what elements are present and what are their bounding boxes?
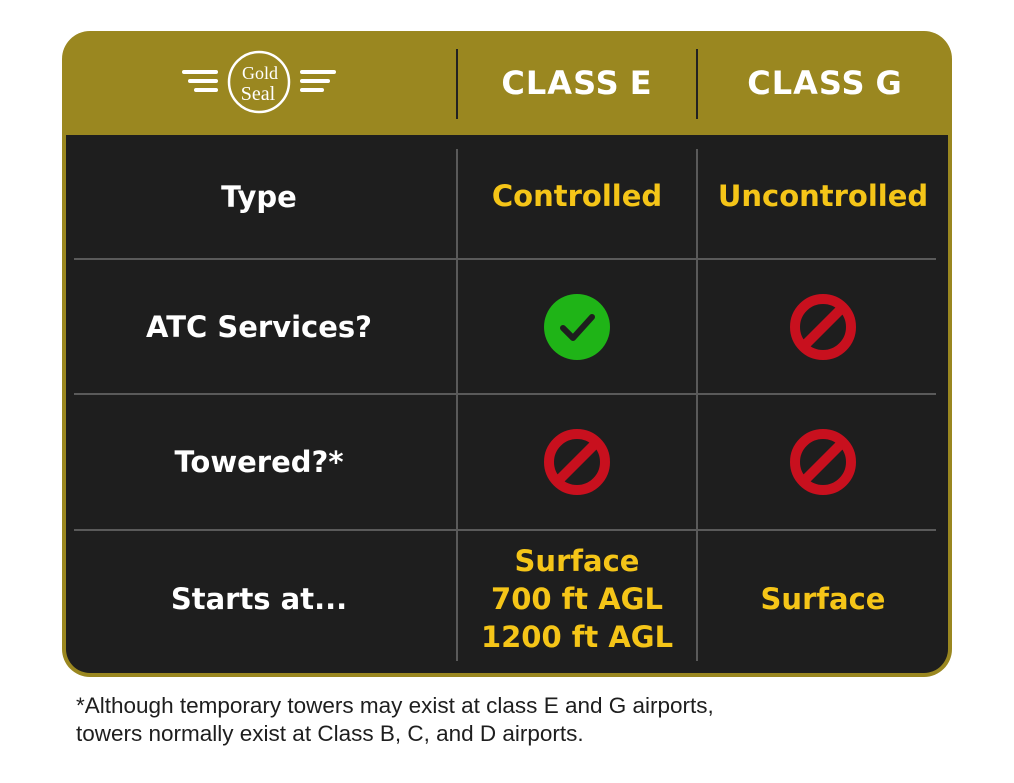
class-e-towered-cell [458, 395, 696, 529]
column-header-letter: E [629, 64, 653, 102]
svg-text:Gold: Gold [242, 63, 278, 83]
class-g-starts-at-value: Surface [760, 582, 886, 616]
class-g-towered-cell [698, 395, 948, 529]
class-g-atc-cell [698, 260, 948, 393]
svg-text:Seal: Seal [240, 83, 276, 105]
gold-seal-logo-icon [174, 48, 344, 118]
row-label-type: Type [221, 180, 297, 214]
airspace-comparison-card [62, 31, 952, 677]
row-label-atc-services: ATC Services? [146, 309, 372, 344]
column-header-class-g [698, 31, 952, 135]
prohibited-icon [543, 428, 611, 496]
footnote-line: towers normally exist at Class B, C, and D airports. [76, 721, 584, 746]
row-label-starts-at: Starts at... [170, 582, 348, 616]
class-e-atc-cell [458, 260, 696, 393]
class-e-start-line: Surface [514, 544, 640, 578]
class-e-start-line: 1200 ft AGL [480, 620, 674, 654]
column-header-prefix: CLASS [747, 64, 866, 102]
class-e-starts-at-cell [458, 531, 696, 667]
column-header-class-e [458, 31, 696, 135]
class-g-type-value: Uncontrolled [717, 179, 929, 213]
prohibited-icon [789, 428, 857, 496]
class-e-start-line: 700 ft AGL [491, 582, 663, 616]
footnote-line: *Although temporary towers may exist at class E and G airports, [76, 693, 714, 718]
footnote [76, 692, 976, 748]
column-header-letter: G [875, 64, 903, 102]
row-label-towered: Towered?* [174, 445, 344, 479]
prohibited-icon [789, 293, 857, 361]
class-e-type-value: Controlled [491, 179, 663, 213]
check-icon [543, 293, 611, 361]
column-header-prefix: CLASS [501, 64, 620, 102]
gold-seal-logo [62, 31, 456, 135]
